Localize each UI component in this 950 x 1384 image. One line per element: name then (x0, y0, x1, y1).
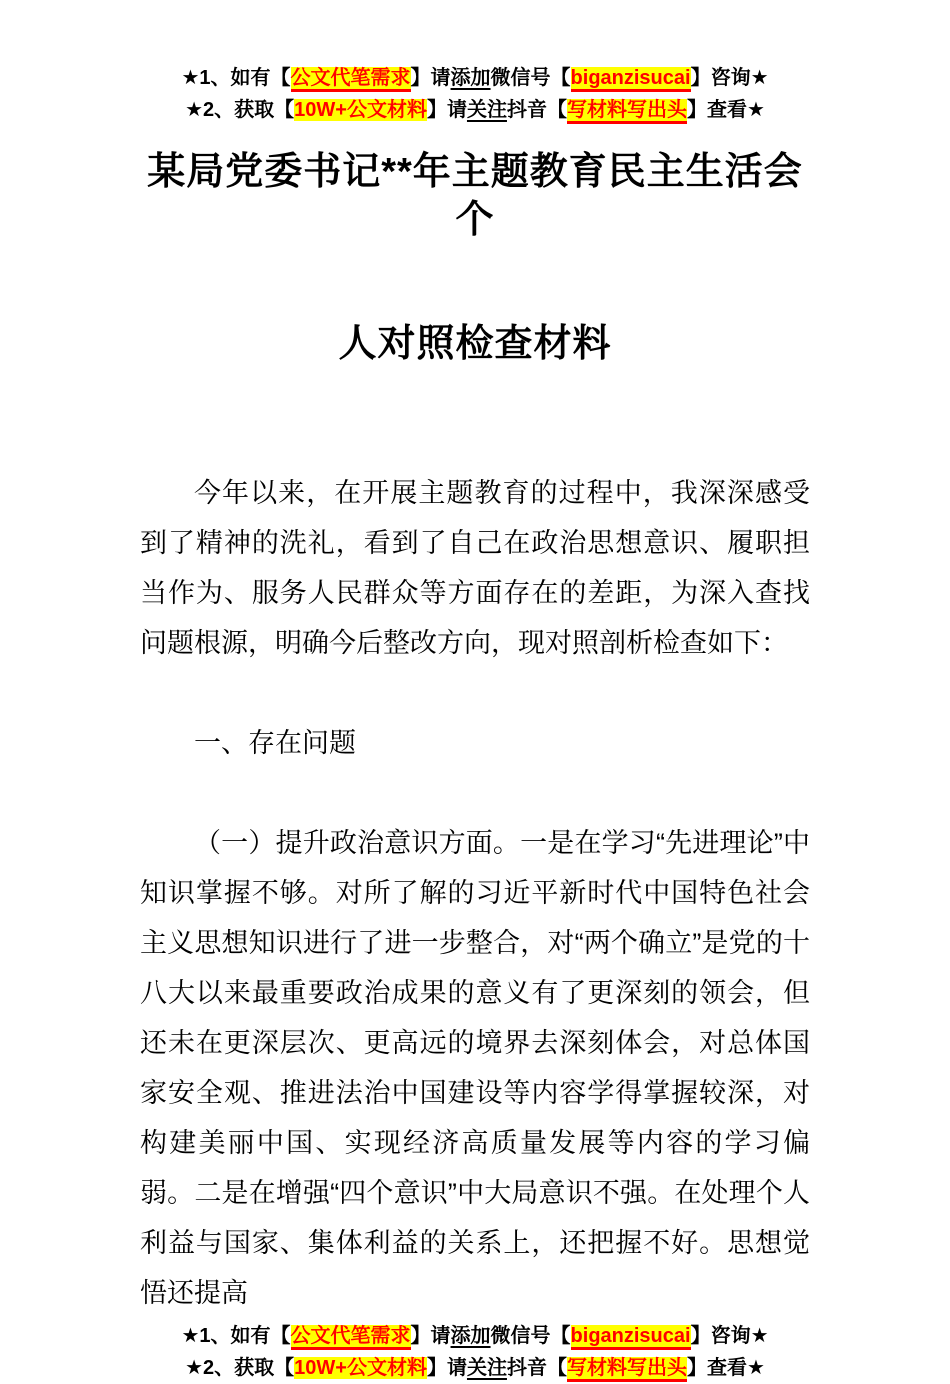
promo-banner-top (140, 62, 810, 126)
promo-text: 】咨询★ (690, 1325, 769, 1347)
section-heading: 一、存在问题 (194, 728, 356, 758)
promo-text: 】请 (426, 1357, 467, 1379)
promo-highlight-text: biganzisucai (571, 67, 691, 92)
promo-highlight-text: 10W+公文材料 (294, 1357, 427, 1379)
promo-text: ★2、获取【 (185, 99, 295, 121)
promo-text: 添加 (450, 67, 491, 89)
document-title (140, 148, 810, 368)
body-paragraph: （一）提升政治意识方面。一是在学习“先进理论”中知识掌握不够。对所了解的习近平新时代中国特色社会主义思想知识进行了进一步整合，对“两个确立”是党的十八大以来最重要政治成果的意义有了更深刻的领会，但还未在更深层次、更高远的境界去深刻体会，对总体国家安全观、推进法治中国建设等内容学得掌握较深，对构建美丽中国、实现经济高质量发展等内容的学习偏弱。二是在增强“四个意识”中大局意识不强。在处理个人利益与国家、集体利益的关系上，还把握不好。思想觉悟还提高 (140, 828, 810, 1308)
promo-highlight-text: 写材料写出头 (567, 1357, 687, 1382)
promo-highlight-text: 写材料写出头 (567, 99, 687, 124)
promo-text: 微信号【 (490, 1325, 571, 1347)
promo-text: 微信号【 (490, 67, 571, 89)
promo-text: 添加 (450, 1325, 491, 1347)
promo-text: 关注 (466, 99, 507, 121)
promo-text: ★1、如有【 (181, 1325, 291, 1347)
promo-text: 抖音【 (506, 99, 567, 121)
promo-text: ★2、获取【 (185, 1357, 295, 1379)
promo-text: 】咨询★ (690, 67, 769, 89)
promo-text: 】请 (410, 1325, 451, 1347)
promo-line (140, 1352, 810, 1384)
promo-line (140, 94, 810, 126)
promo-line (140, 62, 810, 94)
document-body (140, 468, 810, 1318)
promo-text: 】请 (410, 67, 451, 89)
promo-text: 】请 (426, 99, 467, 121)
promo-line (140, 1320, 810, 1352)
promo-highlight-text: 公文代笔需求 (291, 67, 411, 92)
promo-text: 】查看★ (686, 99, 765, 121)
promo-text: 】查看★ (686, 1357, 765, 1379)
promo-highlight-text: 10W+公文材料 (294, 99, 427, 121)
promo-banner-bottom (140, 1320, 810, 1384)
document-title-line: 人对照检查材料 (338, 323, 612, 365)
promo-highlight-text: biganzisucai (571, 1325, 691, 1350)
document-title-line: 某局党委书记**年主题教育民主生活会个 (147, 151, 803, 241)
promo-text: 关注 (466, 1357, 507, 1379)
promo-text: ★1、如有【 (181, 67, 291, 89)
promo-highlight-text: 公文代笔需求 (291, 1325, 411, 1350)
promo-text: 抖音【 (506, 1357, 567, 1379)
body-paragraph: 今年以来，在开展主题教育的过程中，我深深感受到了精神的洗礼，看到了自己在政治思想意识、履职担当作为、服务人民群众等方面存在的差距，为深入查找问题根源，明确今后整改方向，现对照剖析检查如下： (140, 478, 810, 658)
